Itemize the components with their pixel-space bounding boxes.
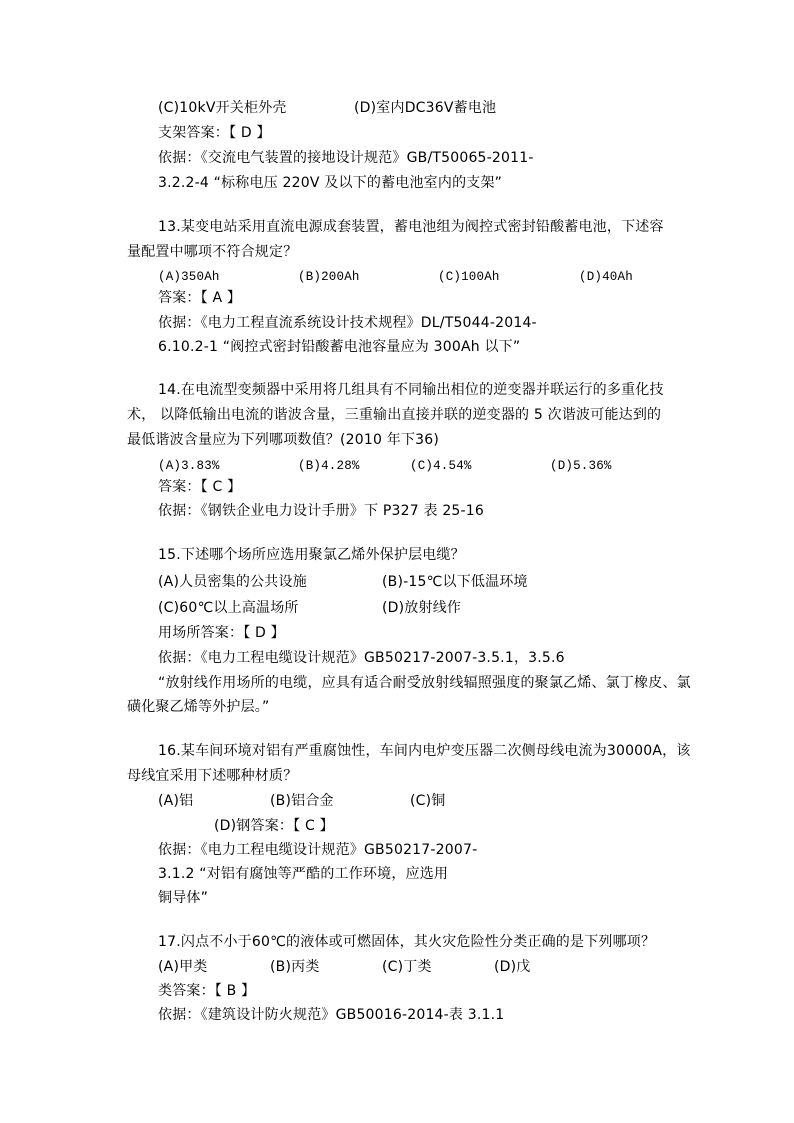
option-a: (A)铝 xyxy=(158,793,194,809)
option-d: (D)40Ah xyxy=(579,270,633,284)
question-text: 最低谐波含量应为下列哪项数值？(2010 年下36) xyxy=(127,432,440,448)
option-c: (C)4.54% xyxy=(410,459,472,473)
basis-line: 铜导体” xyxy=(158,890,209,906)
option-d: (D)戊 xyxy=(494,959,531,975)
option-d-answer: (D)钢答案：【 C 】 xyxy=(214,818,334,834)
option-a: (A)350Ah xyxy=(158,270,220,284)
option-c: (C)铜 xyxy=(410,793,446,809)
basis-line: 依据：《电力工程电缆设计规范》GB50217-2007-3.5.1，3.5.6 xyxy=(158,650,565,666)
option-d: (D)室内DC36V蓄电池 xyxy=(354,100,497,116)
option-c: (C)60℃以上高温场所 xyxy=(158,600,299,616)
question-text: 15.下述哪个场所应选用聚氯乙烯外保护层电缆？ xyxy=(158,547,465,563)
basis-line: 6.10.2-1 “阀控式密封铅酸蓄电池容量应为 300Ah 以下” xyxy=(158,339,521,355)
basis-line: 依据：《钢铁企业电力设计手册》下 P327 表 25-16 xyxy=(158,503,484,519)
answer-line: 答案：【 A 】 xyxy=(158,290,242,306)
basis-line: 依据：《建筑设计防火规范》GB50016-2014-表 3.1.1 xyxy=(158,1007,505,1023)
option-d: (D)5.36% xyxy=(550,459,612,473)
basis-line: 依据：《电力工程电缆设计规范》GB50217-2007- xyxy=(158,842,478,858)
basis-line: 依据：《交流电气装置的接地设计规范》GB/T50065-2011- xyxy=(158,150,534,166)
option-b: (B)4.28% xyxy=(298,459,360,473)
option-b: (B)铝合金 xyxy=(270,793,334,809)
option-d: (D)放射线作 xyxy=(382,600,462,616)
answer-line: 支架答案：【 D 】 xyxy=(158,125,271,141)
basis-line: “放射线作用场所的电缆，应具有适合耐受放射线辐照强度的聚氯乙烯、氯丁橡皮、氯 xyxy=(158,675,691,691)
basis-line: 3.1.2 “对铝有腐蚀等严酷的工作环境，应选用 xyxy=(158,866,449,882)
basis-line: 依据：《电力工程直流系统设计技术规程》DL/T5044-2014- xyxy=(158,315,537,331)
option-b: (B)-15℃以下低温环境 xyxy=(382,574,528,590)
option-a: (A)甲类 xyxy=(158,959,208,975)
question-text: 量配置中哪项不符合规定？ xyxy=(127,244,298,260)
question-text: 术， 以降低输出电流的谐波含量，三重输出直接并联的逆变器的 5 次谐波可能达到的 xyxy=(127,407,662,423)
option-c: (C)10kV开关柜外壳 xyxy=(158,100,287,116)
question-text: 母线宜采用下述哪种材质？ xyxy=(127,768,298,784)
question-text: 13.某变电站采用直流电源成套装置，蓄电池组为阀控式密封铅酸蓄电池，下述容 xyxy=(158,219,664,235)
basis-line: 磺化聚乙烯等外护层。” xyxy=(127,699,270,715)
option-b: (B)200Ah xyxy=(298,270,360,284)
option-c: (C)100Ah xyxy=(438,270,500,284)
option-b: (B)丙类 xyxy=(270,959,320,975)
question-text: 14.在电流型变频器中采用将几组具有不同输出相位的逆变器并联运行的多重化技 xyxy=(158,382,664,398)
option-a: (A)3.83% xyxy=(158,459,220,473)
answer-line: 答案：【 C 】 xyxy=(158,479,242,495)
question-text: 17.闪点不小于60℃的液体或可燃固体，其火灾危险性分类正确的是下列哪项？ xyxy=(158,934,656,950)
answer-line: 用场所答案：【 D 】 xyxy=(158,625,285,641)
option-a: (A)人员密集的公共设施 xyxy=(158,574,307,590)
question-text: 16.某车间环境对铝有严重腐蚀性，车间内电炉变压器二次侧母线电流为30000A，该 xyxy=(158,743,691,759)
answer-line: 类答案：【 B 】 xyxy=(158,983,256,999)
basis-line: 3.2.2-4 “标称电压 220V 及以下的蓄电池室内的支架” xyxy=(158,175,503,191)
option-c: (C)丁类 xyxy=(382,959,432,975)
